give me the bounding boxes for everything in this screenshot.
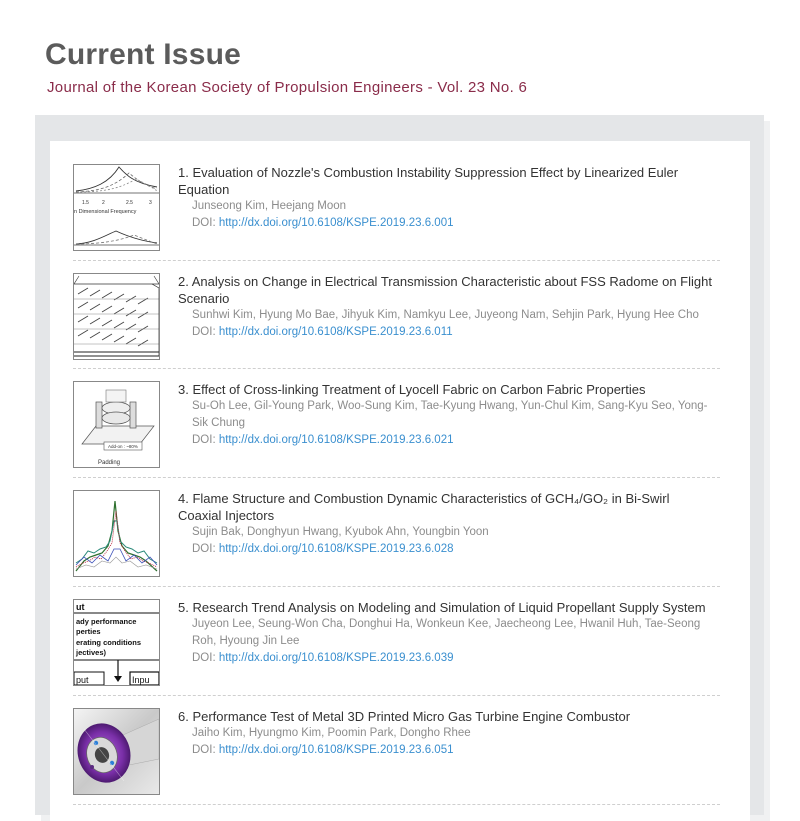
fss-grid-thumbnail[interactable] [73, 273, 160, 360]
article-title-link[interactable]: 1. Evaluation of Nozzle's Combustion Instability Suppression Effect by Linearized Euler Equation [178, 165, 679, 197]
doi-link[interactable]: http://dx.doi.org/10.6108/KSPE.2019.23.6.001 [218, 217, 454, 229]
flowchart-text: jectives) [76, 648, 107, 657]
doi-link[interactable]: http://dx.doi.org/10.6108/KSPE.2019.23.6.021 [218, 434, 454, 446]
article-authors: Juyeon Lee, Seung-Won Cha, Donghui Ha, Wonkeun Kee, Jaecheong Lee, Hwanil Huh, Tae-Seong Roh, Hyoung Jin Lee [192, 618, 701, 647]
tick-label: 1.5 [82, 200, 89, 206]
article-divider [73, 804, 720, 805]
flowchart-text: erating conditions [76, 638, 142, 647]
doi-link[interactable]: http://dx.doi.org/10.6108/KSPE.2019.23.6.039 [218, 652, 454, 664]
article-authors: Sunhwi Kim, Hyung Mo Bae, Jihyuk Kim, Namkyu Lee, Juyeong Nam, Sehjin Park, Hyung Hee Cho [192, 309, 699, 321]
article-divider [73, 695, 720, 696]
doi-link[interactable]: http://dx.doi.org/10.6108/KSPE.2019.23.6.051 [218, 744, 454, 756]
article-title-link[interactable]: 6. Performance Test of Metal 3D Printed Micro Gas Turbine Engine Combustor [178, 709, 631, 724]
article-authors: Jaiho Kim, Hyungmo Kim, Poomin Park, Dongho Rhee [192, 727, 471, 739]
article-authors: Junseong Kim, Heejang Moon [192, 200, 347, 212]
page-title: Current Issue [45, 38, 241, 71]
padding-roller-thumbnail[interactable] [73, 381, 160, 468]
thumb-caption: Padding [98, 460, 121, 466]
article-divider [73, 586, 720, 587]
spectrum-plot-thumbnail[interactable] [73, 490, 160, 577]
flowchart-text: ady performance [76, 617, 137, 626]
doi-label: DOI: [192, 543, 216, 555]
flowchart-text: put [76, 675, 89, 685]
tick-label: 3 [149, 200, 152, 206]
doi-line [178, 324, 713, 341]
doi-line [178, 650, 713, 667]
flowchart-text: perties [76, 627, 101, 636]
article-title-link[interactable]: 4. Flame Structure and Combustion Dynamic Characteristics of GCH₄/GO₂ in Bi-Swirl Coaxial Injectors [178, 491, 670, 523]
article-divider [73, 260, 720, 261]
doi-link[interactable]: http://dx.doi.org/10.6108/KSPE.2019.23.6.028 [218, 543, 454, 555]
article-authors: Su-Oh Lee, Gil-Young Park, Woo-Sung Kim, Tae-Kyung Hwang, Yun-Chul Kim, Sang-Kyu Seo, Yong-Sik Chung [192, 400, 708, 429]
frequency-plot-thumbnail[interactable] [73, 164, 160, 251]
thumb-caption: Add-on : ~80% [108, 444, 138, 449]
article-authors: Sujin Bak, Donghyun Hwang, Kyubok Ahn, Youngbin Yoon [192, 526, 489, 538]
tick-label: 2.5 [126, 200, 133, 206]
doi-link[interactable]: http://dx.doi.org/10.6108/KSPE.2019.23.6.011 [218, 326, 453, 338]
doi-label: DOI: [192, 326, 216, 338]
axis-label: n Dimensional Frequency [74, 209, 137, 215]
combustor-photo-thumbnail[interactable] [73, 708, 160, 795]
doi-label: DOI: [192, 652, 216, 664]
doi-label: DOI: [192, 434, 216, 446]
article-divider [73, 477, 720, 478]
doi-line [178, 215, 713, 232]
article-title-link[interactable]: 5. Research Trend Analysis on Modeling and Simulation of Liquid Propellant Supply System [178, 600, 706, 615]
tick-label: 2 [102, 200, 105, 206]
article-title-link[interactable]: 2. Analysis on Change in Electrical Transmission Characteristic about FSS Radome on Flight Scenario [178, 274, 712, 306]
doi-line [178, 432, 713, 449]
article-title-link[interactable]: 3. Effect of Cross-linking Treatment of Lyocell Fabric on Carbon Fabric Properties [178, 382, 646, 397]
flowchart-thumbnail[interactable] [73, 599, 160, 686]
doi-line [178, 541, 713, 558]
doi-line [178, 742, 713, 759]
flowchart-text: Inpu [132, 675, 150, 685]
doi-label: DOI: [192, 217, 216, 229]
flowchart-text: ut [76, 602, 85, 612]
doi-label: DOI: [192, 744, 216, 756]
article-divider [73, 368, 720, 369]
journal-issue-subtitle: Journal of the Korean Society of Propulsion Engineers - Vol. 23 No. 6 [47, 79, 528, 96]
